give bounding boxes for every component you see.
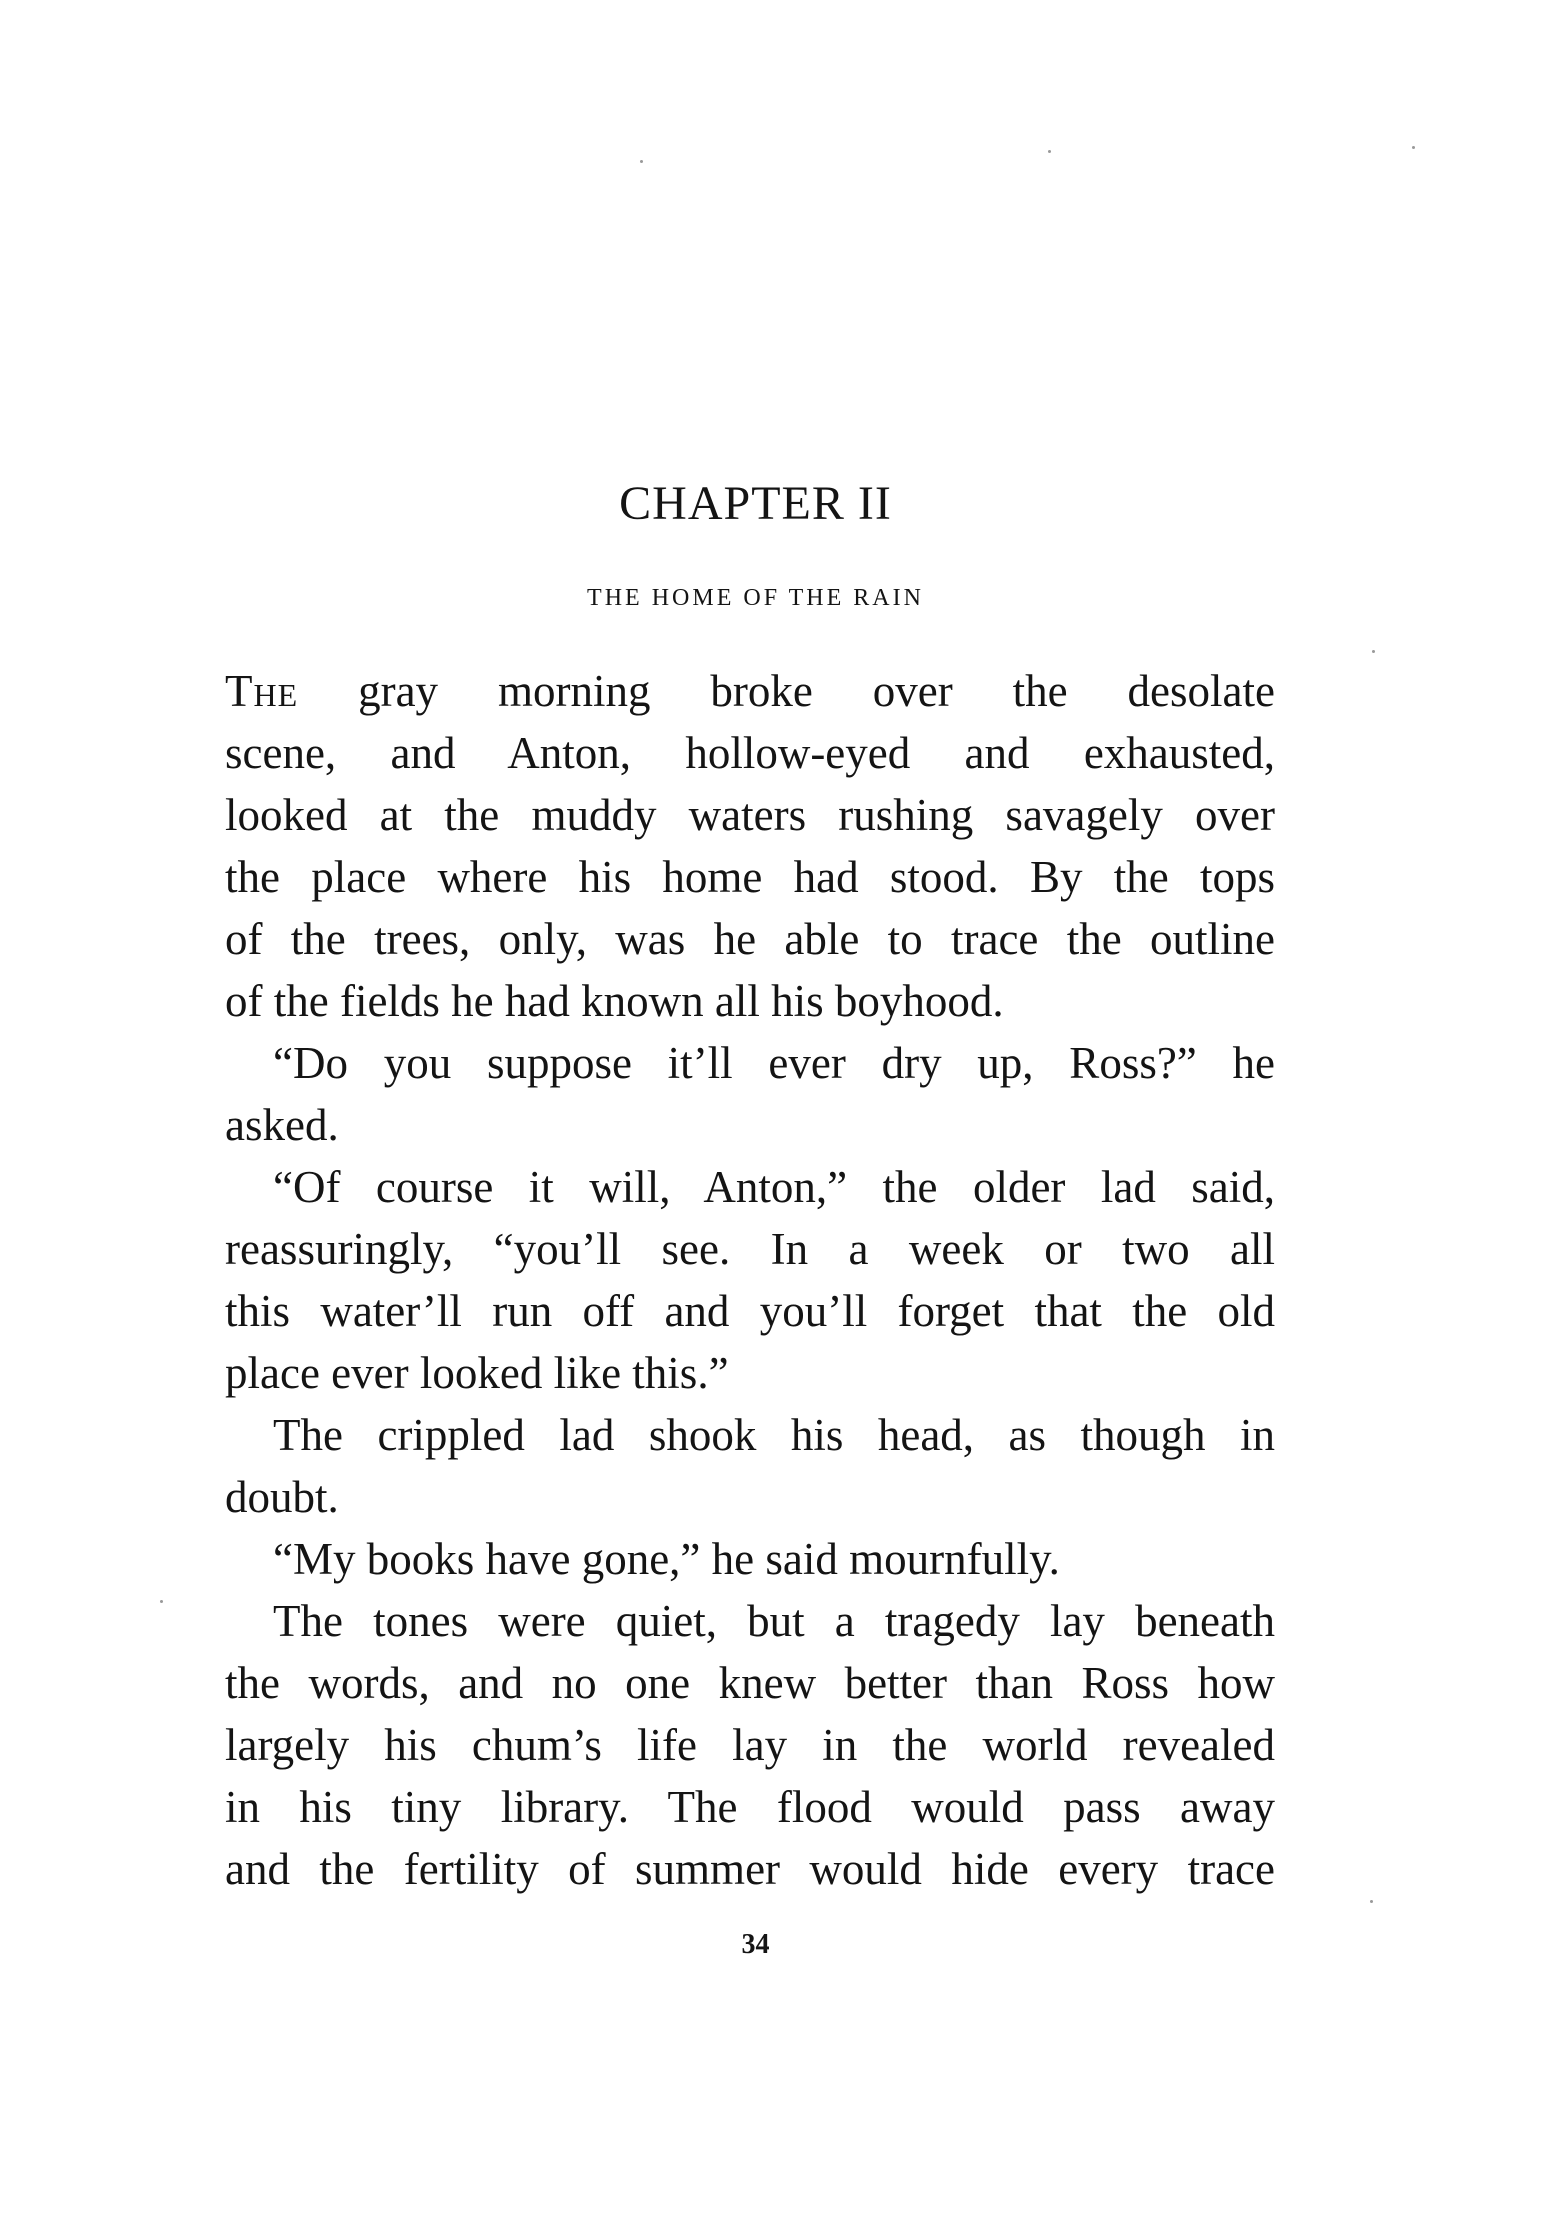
drop-word: The	[225, 666, 299, 716]
chapter-title: CHAPTER II	[619, 477, 892, 530]
text-line	[225, 660, 1275, 722]
text-line: and the fertility of summer would hide every trace	[225, 1844, 1275, 1894]
text-line: this water’ll run off and you’ll forget that the old	[225, 1286, 1275, 1336]
page-number: 34	[741, 1929, 770, 1960]
paper-speck	[640, 160, 643, 163]
text-line: asked.	[225, 1100, 339, 1150]
text-line: in his tiny library. The flood would pass away	[225, 1782, 1275, 1832]
text-line: “Do you suppose it’ll ever dry up, Ross?” he	[273, 1038, 1275, 1088]
text-line-content: gray morning broke over the desolate	[298, 666, 1275, 716]
chapter-subtitle: THE HOME OF THE RAIN	[587, 585, 924, 611]
paper-speck	[160, 1600, 163, 1603]
chapter-body	[225, 660, 1275, 1900]
paper-speck	[1370, 1900, 1373, 1903]
text-line: place ever looked like this.”	[225, 1348, 729, 1398]
paper-speck	[1372, 650, 1375, 653]
text-line: The tones were quiet, but a tragedy lay beneath	[273, 1596, 1275, 1646]
text-line: of the fields he had known all his boyhood.	[225, 976, 1004, 1026]
text-line: reassuringly, “you’ll see. In a week or two all	[225, 1224, 1275, 1274]
text-line: largely his chum’s life lay in the world revealed	[225, 1720, 1275, 1770]
text-line: the place where his home had stood. By the tops	[225, 852, 1275, 902]
text-line: of the trees, only, was he able to trace the outline	[225, 914, 1275, 964]
text-line: the words, and no one knew better than Ross how	[225, 1658, 1275, 1708]
text-line: doubt.	[225, 1472, 339, 1522]
paper-speck	[1412, 146, 1415, 149]
paper-speck	[1048, 150, 1051, 153]
text-line: “Of course it will, Anton,” the older lad said,	[273, 1162, 1275, 1212]
text-line: The crippled lad shook his head, as though in	[273, 1410, 1275, 1460]
text-line: “My books have gone,” he said mournfully.	[273, 1534, 1060, 1584]
text-line: looked at the muddy waters rushing savagely over	[225, 790, 1275, 840]
text-line: scene, and Anton, hollow-eyed and exhausted,	[225, 728, 1275, 778]
